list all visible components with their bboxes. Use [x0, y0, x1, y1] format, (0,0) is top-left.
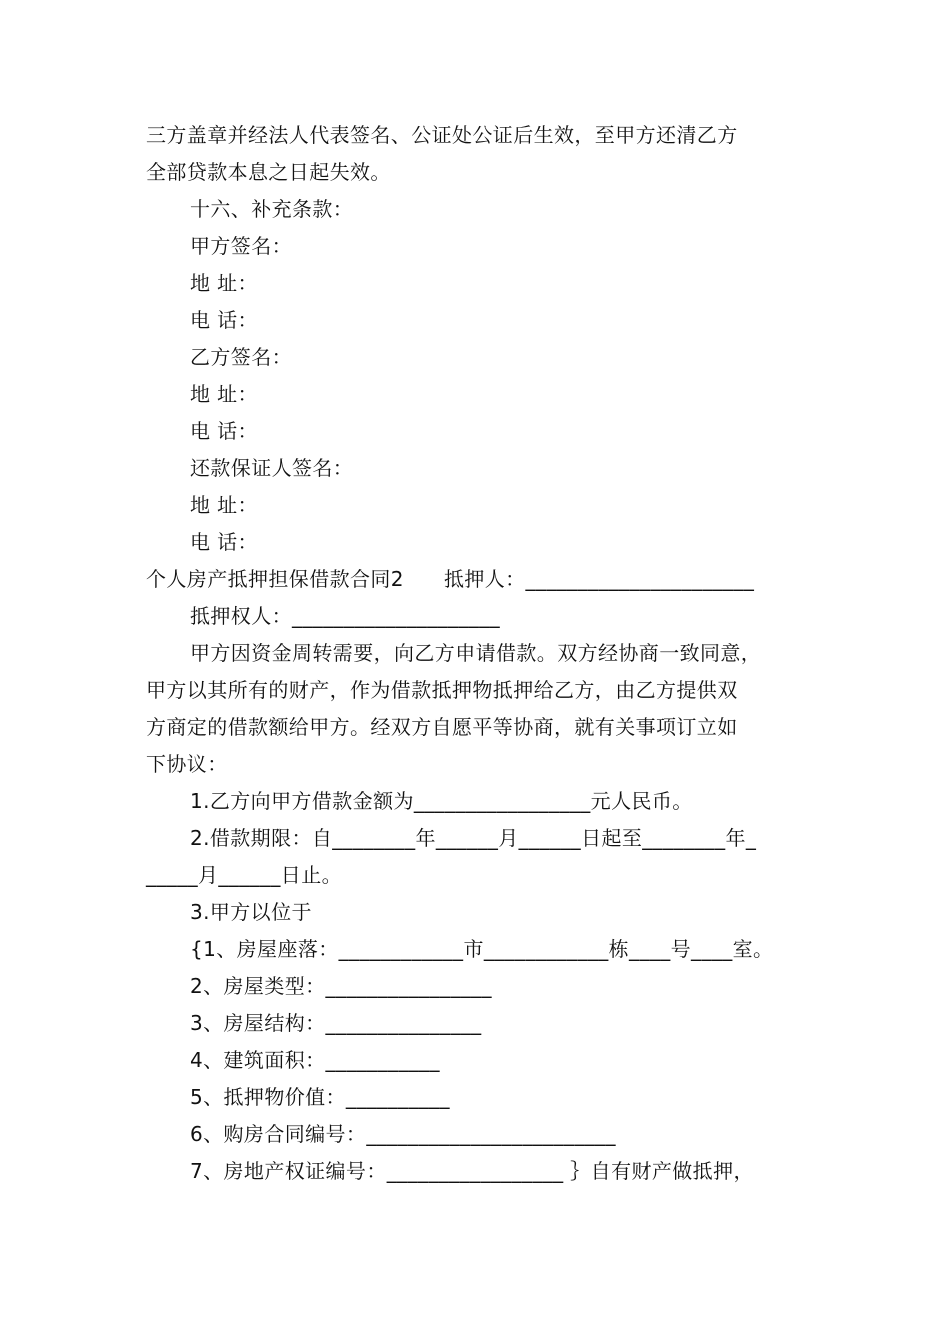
paragraph-line: 甲方以其所有的财产，作为借款抵押物抵押给乙方，由乙方提供双 [146, 678, 738, 702]
paragraph-line: 下协议： [146, 752, 228, 776]
party-b-phone-label: 电 话： [190, 419, 258, 443]
clause-loan-term-cont: _____月______日止。 [146, 863, 342, 887]
clause-loan-term: 2.借款期限：自________年______月______日起至________年_ [190, 826, 757, 850]
purchase-contract-number-field: 6、购房合同编号：________________________ [190, 1122, 616, 1146]
party-b-signature-label: 乙方签名： [190, 345, 292, 369]
guarantor-phone-label: 电 话： [190, 530, 258, 554]
property-location-field: {1、房屋座落：____________市____________栋____号____室。 [190, 937, 774, 961]
section-heading: 十六、补充条款： [190, 197, 354, 221]
clause-loan-amount: 1.乙方向甲方借款金额为_________________元人民币。 [190, 789, 693, 813]
property-certificate-number-field: 7、房地产权证编号：_________________ ｝自有财产做抵押， [190, 1159, 754, 1183]
mortgagee-field: 抵押权人：____________________ [190, 604, 500, 628]
mortgagor-field: 抵押人：______________________ [443, 567, 755, 591]
guarantor-signature-label: 还款保证人签名： [190, 456, 354, 480]
paragraph-line: 方商定的借款额给甲方。经双方自愿平等协商，就有关事项订立如 [146, 715, 738, 739]
clause-collateral: 3.甲方以位于 [190, 900, 312, 924]
paragraph-line: 甲方因资金周转需要，向乙方申请借款。双方经协商一致同意， [190, 641, 762, 665]
property-type-field: 2、房屋类型：________________ [190, 974, 492, 998]
contract-title: 个人房产抵押担保借款合同2 [146, 567, 404, 591]
party-a-address-label: 地 址： [190, 271, 258, 295]
party-a-signature-label: 甲方签名： [190, 234, 292, 258]
paragraph-line: 全部贷款本息之日起失效。 [146, 160, 391, 184]
property-structure-field: 3、房屋结构：_______________ [190, 1011, 482, 1035]
document-body [146, 117, 826, 1190]
collateral-value-field: 5、抵押物价值：__________ [190, 1085, 450, 1109]
paragraph-line: 三方盖章并经法人代表签名、公证处公证后生效，至甲方还清乙方 [146, 123, 738, 147]
party-b-address-label: 地 址： [190, 382, 258, 406]
contract-title-line [146, 561, 826, 598]
party-a-phone-label: 电 话： [190, 308, 258, 332]
guarantor-address-label: 地 址： [190, 493, 258, 517]
building-area-field: 4、建筑面积：___________ [190, 1048, 440, 1072]
